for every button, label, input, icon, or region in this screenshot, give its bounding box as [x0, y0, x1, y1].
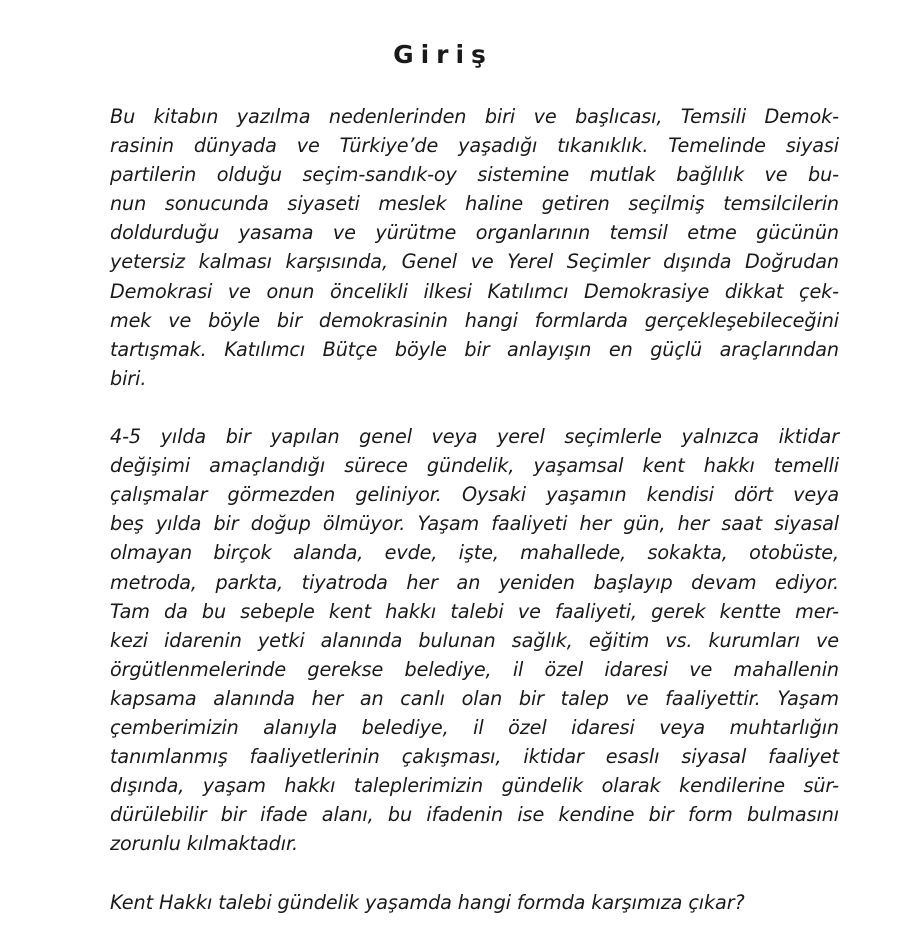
- text-line: kapsama alanında her an canlı olan bir talep ve faaliyettir. Yaşam: [110, 686, 839, 710]
- text-line: partilerin olduğu seçim-sandık-oy sistemine mutlak bağlılık ve bu-: [110, 163, 839, 187]
- text-line: dışında, yaşam hakkı taleplerimizin gündelik olarak kendilerine sür-: [110, 774, 839, 798]
- text-line: Demokrasi ve onun öncelikli ilkesi Katılımcı Demokrasiye dikkat çek-: [110, 279, 839, 303]
- text-line: metroda, parkta, tiyatroda her an yeniden başlayıp devam ediyor.: [110, 570, 839, 594]
- page-title: Giriş: [393, 40, 493, 69]
- text-line: 4-5 yılda bir yapılan genel veya yerel seçimlerle yalnızca iktidar: [110, 425, 839, 449]
- text-line: kezi idarenin yetki alanında bulunan sağlık, eğitim vs. kurumları ve: [110, 628, 839, 652]
- text-line: örgütlenmelerinde gerekse belediye, il özel idaresi ve mahallenin: [110, 657, 839, 681]
- text-line: yetersiz kalması karşısında, Genel ve Yerel Seçimler dışında Doğrudan: [110, 250, 839, 274]
- text-line: nun sonucunda siyaseti meslek haline getiren seçilmiş temsilcilerin: [110, 192, 839, 216]
- paragraph: [110, 888, 839, 917]
- text-line: biri.: [110, 366, 147, 390]
- text-line: Bu kitabın yazılma nedenlerinden biri ve başlıcası, Temsili Demok-: [110, 105, 839, 128]
- text-line: Tam da bu sebeple kent hakkı talebi ve faaliyeti, gerek kentte mer-: [110, 599, 839, 623]
- text-line: zorunlu kılmaktadır.: [110, 832, 298, 856]
- text-line: değişimi amaçlandığı sürece gündelik, yaşamsal kent hakkı temelli: [110, 454, 839, 478]
- text-line: rasinin dünyada ve Türkiye’de yaşadığı tıkanıklık. Temelinde siyasi: [110, 134, 839, 158]
- paragraph: [110, 102, 839, 393]
- text-line: çalışmalar görmezden geliniyor. Oysaki yaşamın kendisi dört veya: [110, 483, 839, 507]
- text-line: çemberimizin alanıyla belediye, il özel idaresi veya muhtarlığın: [110, 715, 839, 739]
- text-line: olmayan birçok alanda, evde, işte, mahallede, sokakta, otobüste,: [110, 541, 839, 565]
- text-line: dürülebilir bir ifade alanı, bu ifadenin ise kendine bir form bulmasını: [110, 803, 839, 827]
- text-line: beş yılda bir doğup ölmüyor. Yaşam faaliyeti her gün, her saat siyasal: [110, 512, 839, 536]
- text-line: tartışmak. Katılımcı Bütçe böyle bir anlayışın en güçlü araçlarından: [110, 337, 839, 361]
- paragraph: [110, 422, 839, 858]
- text-line: doldurduğu yasama ve yürütme organlarının temsil etme gücünün: [110, 221, 839, 245]
- text-line: Kent Hakkı talebi gündelik yaşamda hangi formda karşımıza çıkar?: [110, 890, 745, 914]
- text-line: mek ve böyle bir demokrasinin hangi formlarda gerçekleşebileceğini: [110, 308, 839, 332]
- text-line: tanımlanmış faaliyetlerinin çakışması, iktidar esaslı siyasal faaliyet: [110, 745, 839, 769]
- body-text: [110, 102, 839, 946]
